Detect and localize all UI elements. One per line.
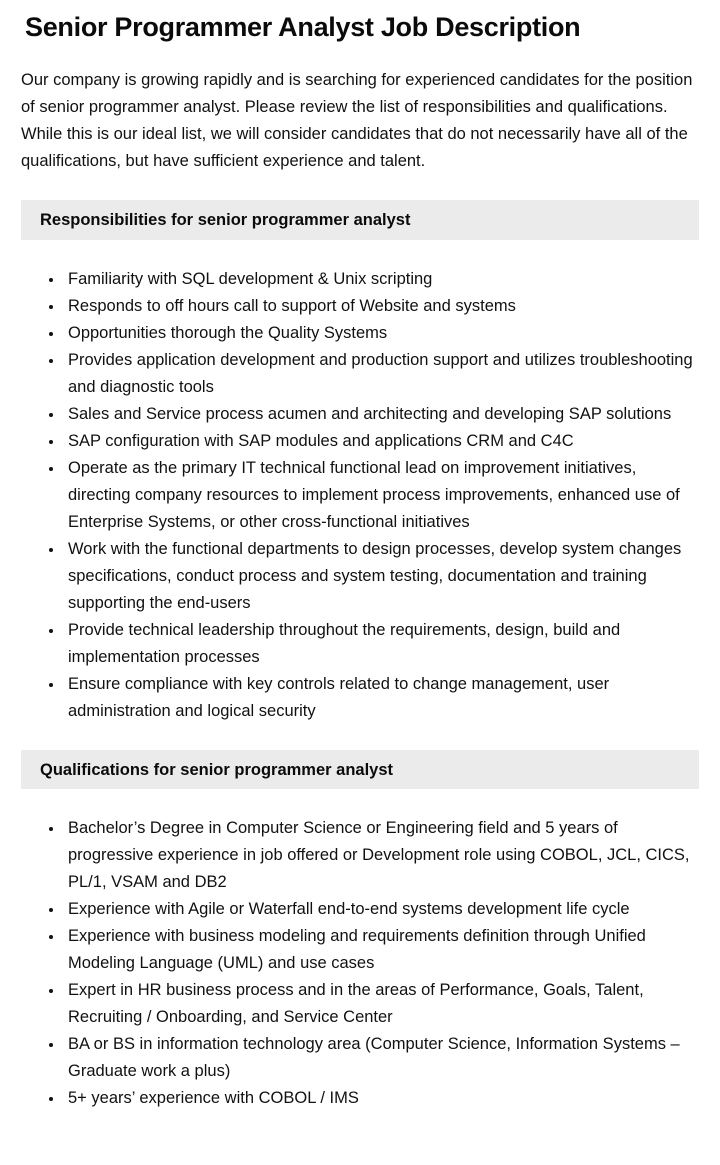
- section-header-responsibilities: Responsibilities for senior programmer analyst: [21, 200, 699, 240]
- list-item: • Work with the functional departments to design processes, develop system changes specifications, conduct process and system testing, documentation and training supporting the end-users: [64, 536, 699, 617]
- list-item: • BA or BS in information technology area (Computer Science, Information Systems – Graduate work a plus): [64, 1031, 699, 1085]
- list-item: • Provides application development and production support and utilizes troubleshooting and diagnostic tools: [64, 347, 699, 401]
- list-item: • Opportunities thorough the Quality Systems: [64, 320, 699, 347]
- list-item: • Operate as the primary IT technical functional lead on improvement initiatives, directing company resources to implement process improvements, enhanced use of Enterprise Systems, or other cross-functional initiatives: [64, 455, 699, 536]
- list-item: • Experience with business modeling and requirements definition through Unified Modeling Language (UML) and use cases: [64, 923, 699, 977]
- list-item: • 5+ years’ experience with COBOL / IMS: [64, 1085, 699, 1112]
- list-item: • Expert in HR business process and in the areas of Performance, Goals, Talent, Recruiting / Onboarding, and Service Center: [64, 977, 699, 1031]
- list-item: • Experience with Agile or Waterfall end-to-end systems development life cycle: [64, 896, 699, 923]
- qualifications-list: [64, 815, 699, 1112]
- list-item: • Ensure compliance with key controls related to change management, user administration and logical security: [64, 671, 699, 725]
- section-header-qualifications: Qualifications for senior programmer analyst: [21, 750, 699, 790]
- list-item: • Bachelor’s Degree in Computer Science or Engineering field and 5 years of progressive experience in job offered or Development role using COBOL, JCL, CICS, PL/1, VSAM and DB2: [64, 815, 699, 896]
- page-title: Senior Programmer Analyst Job Description: [25, 12, 581, 42]
- responsibilities-list: [64, 266, 699, 725]
- list-item: • Provide technical leadership throughout the requirements, design, build and implementation processes: [64, 617, 699, 671]
- list-item: • SAP configuration with SAP modules and applications CRM and C4C: [64, 428, 699, 455]
- list-item: • Familiarity with SQL development & Unix scripting: [64, 266, 699, 293]
- list-item: • Responds to off hours call to support of Website and systems: [64, 293, 699, 320]
- list-item: • Sales and Service process acumen and architecting and developing SAP solutions: [64, 401, 699, 428]
- intro-paragraph: Our company is growing rapidly and is searching for experienced candidates for the position of senior programmer analyst. Please review the list of responsibilities and qualifications. While this is our ideal list, we will consider candidates that do not necessarily have all of the qualifications, but have sufficient experience and talent.: [21, 71, 693, 171]
